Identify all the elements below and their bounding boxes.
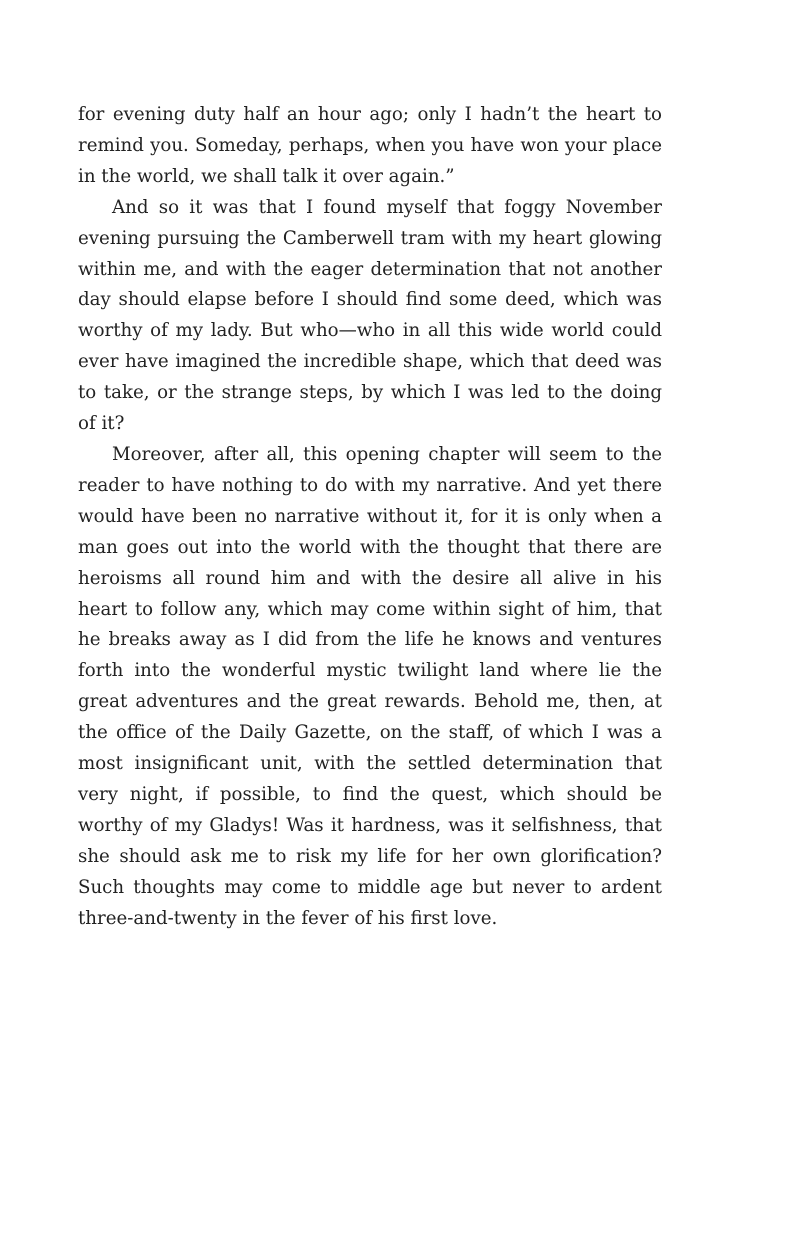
paragraph-opening-chapter: Moreover, after all, this opening chapter will seem to the reader to have nothing to do with my narrative. And yet there would have been no narrative without it, for it is only when a man goes out into the world with the thought that there are heroisms all round him and with the desire all alive in his heart to follow any, which may come within sight of him, that he breaks away as I did from the life he knows and ventures forth into the wonderful mystic twilight land where lie the great adventures and the great rewards. Behold me, then, at the office of the Daily Gazette, on the staff, of which I was a most insignificant unit, with the settled determination that very night, if possible, to find the quest, which should be worthy of my Gladys! Was it hardness, was it selfishness, that she should ask me to risk my life for her own glorification? Such thoughts may come to middle age but never to ardent three-and-twenty in the fever of his first love.: [78, 443, 662, 929]
paragraph-foggy-november: And so it was that I found myself that foggy November evening pursuing the Camberwell tram with my heart glowing within me, and with the eager determination that not another day should elapse before I should find some deed, which was worthy of my lady. But who—who in all this wide world could ever have imagined the incredible shape, which that deed was to take, or the strange steps, by which I was led to the doing of it?: [78, 196, 662, 435]
book-page: [78, 100, 662, 934]
paragraph-continued: for evening duty half an hour ago; only I hadn’t the heart to remind you. Someday, perhaps, when you have won your place in the world, we shall talk it over again.”: [78, 104, 662, 187]
